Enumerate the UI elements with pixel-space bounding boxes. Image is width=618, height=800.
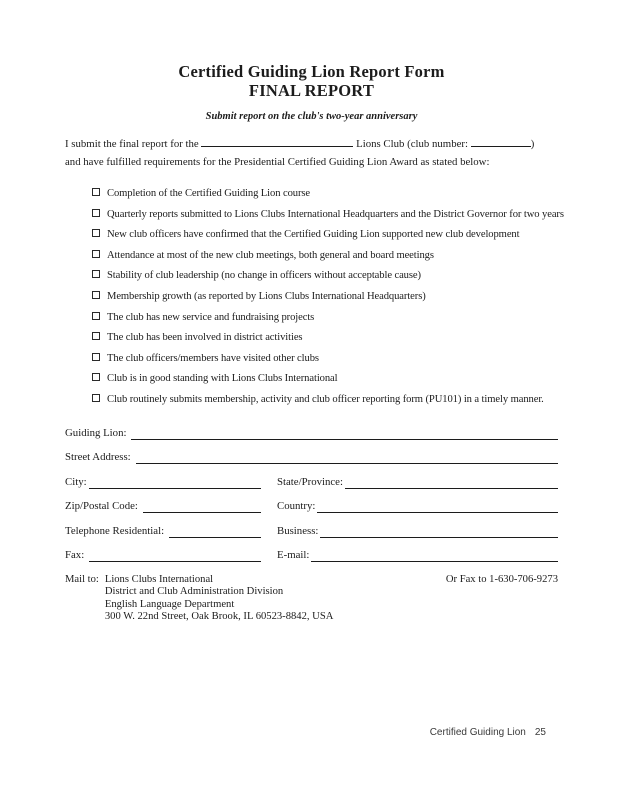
telephone-business-row xyxy=(65,525,558,538)
fax-group xyxy=(65,549,261,562)
email-group xyxy=(277,549,558,562)
requirements-checklist xyxy=(92,188,564,406)
checklist-item xyxy=(92,270,558,282)
intro-line1-close: ) xyxy=(530,138,535,150)
checklist-item-label: Stability of club leadership (no change in officers without acceptable cause) xyxy=(107,270,421,282)
checkbox-icon[interactable] xyxy=(92,209,100,217)
checkbox-icon[interactable] xyxy=(92,373,100,381)
final-report-title: FINAL REPORT xyxy=(248,81,375,100)
checkbox-icon[interactable] xyxy=(92,394,100,402)
club-name-blank[interactable] xyxy=(201,136,353,147)
telephone-group xyxy=(65,525,261,538)
footer-page-number: 25 xyxy=(534,727,546,738)
checkbox-icon[interactable] xyxy=(92,229,100,237)
intro-line1-mid: Lions Club (club number: xyxy=(356,138,468,150)
checklist-item xyxy=(92,394,558,406)
subtitle: Submit report on the club's two-year anniversary xyxy=(205,111,418,122)
checklist-item-label: Completion of the Certified Guiding Lion course xyxy=(107,188,311,199)
email-label: E-mail: xyxy=(277,549,310,562)
state-province-label: State/Province: xyxy=(277,475,343,488)
checklist-item-label: Club routinely submits membership, activity and club officer reporting form (PU101) in a timely manner. xyxy=(107,393,544,405)
fax-blank[interactable] xyxy=(89,550,261,562)
checklist-item-label: Quarterly reports submitted to Lions Clubs International Headquarters and the District Governor for two years xyxy=(107,208,564,220)
state-group xyxy=(277,476,558,489)
mailto-address xyxy=(105,574,446,624)
country-blank[interactable] xyxy=(317,501,558,513)
document-title: Certified Guiding Lion Report Form xyxy=(178,62,445,81)
checklist-item-label: The club has new service and fundraising projects xyxy=(107,311,315,323)
checklist-item xyxy=(92,250,558,262)
footer-text: Certified Guiding Lion xyxy=(429,727,526,738)
mailto-label: Mail to: xyxy=(65,573,99,585)
checklist-item xyxy=(92,188,558,200)
checklist-item-label: Club is in good standing with Lions Clubs International xyxy=(107,373,338,385)
country-group xyxy=(277,500,558,513)
intro-paragraph xyxy=(65,135,558,171)
checklist-item xyxy=(92,208,564,221)
business-blank[interactable] xyxy=(320,526,558,538)
email-blank[interactable] xyxy=(311,550,558,562)
checklist-item xyxy=(92,332,558,344)
business-label: Business: xyxy=(277,524,319,537)
business-group xyxy=(277,525,558,538)
guiding-lion-label: Guiding Lion: xyxy=(65,426,127,439)
city-state-row xyxy=(65,476,558,489)
checkbox-icon[interactable] xyxy=(92,353,100,361)
checklist-item xyxy=(92,353,558,365)
checklist-item xyxy=(92,312,558,324)
intro-line1 xyxy=(65,135,558,153)
telephone-residential-blank[interactable] xyxy=(169,526,261,538)
club-number-blank[interactable] xyxy=(471,136,531,147)
guiding-lion-blank[interactable] xyxy=(131,428,558,440)
intro-line1-prefix: I submit the final report for the xyxy=(65,138,199,150)
checkbox-icon[interactable] xyxy=(92,332,100,340)
checkbox-icon[interactable] xyxy=(92,188,100,196)
fax-note: Or Fax to 1-630-706-9273 xyxy=(445,573,558,585)
checklist-item-label: The club has been involved in district activities xyxy=(107,332,303,344)
page-footer xyxy=(430,727,546,738)
checkbox-icon[interactable] xyxy=(92,250,100,258)
checklist-item xyxy=(92,229,558,241)
mailto-address-line: English Language Department xyxy=(104,598,235,610)
guiding-lion-row xyxy=(65,427,558,440)
street-address-blank[interactable] xyxy=(136,452,558,464)
checkbox-icon[interactable] xyxy=(92,312,100,320)
checkbox-icon[interactable] xyxy=(92,291,100,299)
fax-email-row xyxy=(65,549,558,562)
checklist-item xyxy=(92,291,558,303)
country-label: Country: xyxy=(277,500,316,513)
city-blank[interactable] xyxy=(89,477,261,489)
zip-postal-blank[interactable] xyxy=(143,501,261,513)
checklist-item-label: New club officers have confirmed that the Certified Guiding Lion supported new club development xyxy=(107,229,520,241)
zip-country-row xyxy=(65,500,558,513)
telephone-residential-label: Telephone Residential: xyxy=(65,524,165,537)
zip-group xyxy=(65,500,261,513)
city-group xyxy=(65,476,261,489)
fax-label: Fax: xyxy=(65,549,85,562)
contact-fields xyxy=(65,427,558,563)
street-address-label: Street Address: xyxy=(65,451,131,464)
intro-line2: and have fulfilled requirements for the Presidential Certified Guiding Lion Award as stated below: xyxy=(65,156,490,168)
checklist-item-label: Membership growth (as reported by Lions Clubs International Headquarters) xyxy=(107,290,426,302)
checklist-item-label: The club officers/members have visited other clubs xyxy=(107,352,319,364)
checklist-item-label: Attendance at most of the new club meetings, both general and board meetings xyxy=(107,249,434,261)
mailto-address-line: 300 W. 22nd Street, Oak Brook, IL 60523-8842, USA xyxy=(104,611,334,623)
mailto-section xyxy=(65,574,558,624)
checklist-item xyxy=(92,373,558,385)
state-province-blank[interactable] xyxy=(345,477,558,489)
mailto-address-line: District and Club Administration Division xyxy=(104,586,284,598)
mailto-address-line: Lions Clubs International xyxy=(104,573,214,585)
title-block xyxy=(65,62,558,100)
city-label: City: xyxy=(65,475,87,488)
checkbox-icon[interactable] xyxy=(92,270,100,278)
street-address-row xyxy=(65,451,558,464)
zip-postal-label: Zip/Postal Code: xyxy=(65,500,138,513)
